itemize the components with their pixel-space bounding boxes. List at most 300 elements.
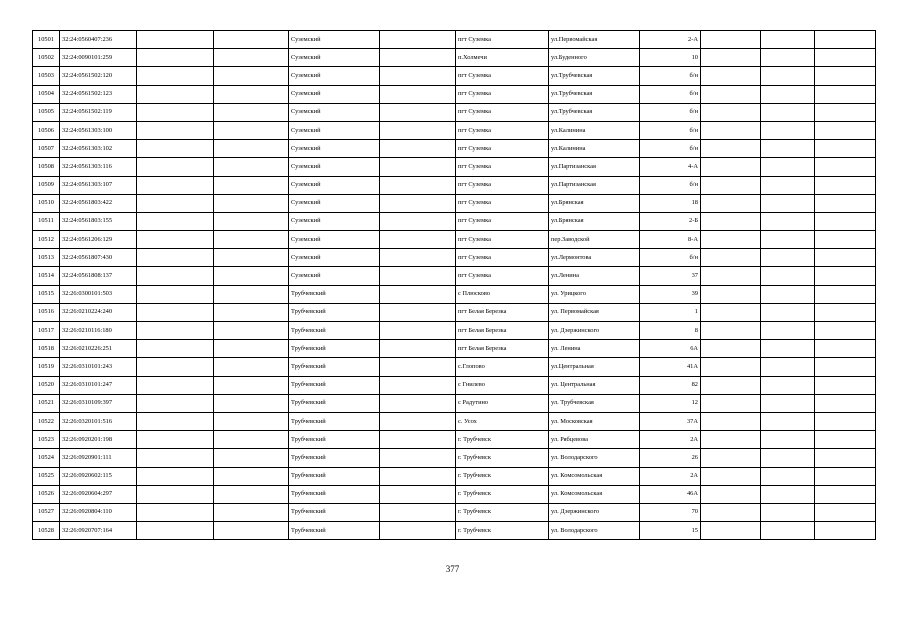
- district-cell: Суземский: [289, 212, 380, 230]
- blank-col-11-cell: [761, 212, 815, 230]
- settlement-cell: пгт Суземка: [456, 67, 549, 85]
- table-row: [33, 340, 876, 358]
- blank-col-12-cell: [815, 503, 876, 521]
- blank-col-11-cell: [761, 503, 815, 521]
- settlement-cell: с. Усох: [456, 412, 549, 430]
- blank-col-3-cell: [137, 340, 214, 358]
- street-cell: ул.Калинина: [549, 140, 640, 158]
- street-cell: ул.Брянская: [549, 212, 640, 230]
- blank-col-12-cell: [815, 194, 876, 212]
- blank-col-11-cell: [761, 31, 815, 49]
- street-cell: ул. Дзержинского: [549, 503, 640, 521]
- street-cell: ул. Комсомольская: [549, 485, 640, 503]
- cadastral-number-cell: 32:26:0310109:397: [60, 394, 137, 412]
- blank-col-3-cell: [137, 431, 214, 449]
- blank-col-4-cell: [214, 158, 289, 176]
- street-cell: ул.Брянская: [549, 194, 640, 212]
- blank-col-11-cell: [761, 340, 815, 358]
- blank-col-10-cell: [701, 285, 761, 303]
- row-number-cell: 10513: [33, 249, 60, 267]
- cadastral-number-cell: 32:24:0561303:116: [60, 158, 137, 176]
- blank-col-10-cell: [701, 249, 761, 267]
- settlement-cell: с.Глоповo: [456, 358, 549, 376]
- blank-col-4-cell: [214, 303, 289, 321]
- house-number-cell: 4-А: [640, 158, 701, 176]
- blank-col-3-cell: [137, 503, 214, 521]
- blank-col-10-cell: [701, 449, 761, 467]
- blank-col-11-cell: [761, 303, 815, 321]
- blank-col-4-cell: [214, 267, 289, 285]
- house-number-cell: б/н: [640, 140, 701, 158]
- cadastral-number-cell: 32:26:0920804:110: [60, 503, 137, 521]
- blank-col-6-cell: [380, 31, 456, 49]
- table-row: [33, 31, 876, 49]
- house-number-cell: 8: [640, 322, 701, 340]
- blank-col-6-cell: [380, 485, 456, 503]
- settlement-cell: г. Трубчевск: [456, 503, 549, 521]
- cadastral-number-cell: 32:24:0561502:123: [60, 85, 137, 103]
- row-number-cell: 10506: [33, 121, 60, 139]
- blank-col-4-cell: [214, 431, 289, 449]
- blank-col-4-cell: [214, 85, 289, 103]
- blank-col-3-cell: [137, 67, 214, 85]
- settlement-cell: г. Трубчевск: [456, 449, 549, 467]
- district-cell: Суземский: [289, 85, 380, 103]
- blank-col-6-cell: [380, 303, 456, 321]
- settlement-cell: пгт Суземка: [456, 158, 549, 176]
- blank-col-11-cell: [761, 322, 815, 340]
- blank-col-11-cell: [761, 103, 815, 121]
- table-row: [33, 431, 876, 449]
- street-cell: ул.Трубчевская: [549, 85, 640, 103]
- district-cell: Суземский: [289, 67, 380, 85]
- district-cell: Трубчевский: [289, 485, 380, 503]
- table-row: [33, 522, 876, 540]
- house-number-cell: 2-А: [640, 31, 701, 49]
- blank-col-12-cell: [815, 485, 876, 503]
- cadastral-number-cell: 32:24:0560407:236: [60, 31, 137, 49]
- cadastral-number-cell: 32:26:0210226:251: [60, 340, 137, 358]
- cadastral-number-cell: 32:26:0300101:503: [60, 285, 137, 303]
- settlement-cell: г. Трубчевск: [456, 485, 549, 503]
- street-cell: ул. Володарского: [549, 449, 640, 467]
- blank-col-4-cell: [214, 467, 289, 485]
- blank-col-4-cell: [214, 376, 289, 394]
- street-cell: ул. Рябцевова: [549, 431, 640, 449]
- blank-col-4-cell: [214, 485, 289, 503]
- blank-col-3-cell: [137, 31, 214, 49]
- row-number-cell: 10524: [33, 449, 60, 467]
- blank-col-6-cell: [380, 121, 456, 139]
- table-row: [33, 267, 876, 285]
- district-cell: Суземский: [289, 176, 380, 194]
- row-number-cell: 10503: [33, 67, 60, 85]
- cadastral-number-cell: 32:24:0561303:102: [60, 140, 137, 158]
- blank-col-10-cell: [701, 158, 761, 176]
- cadastral-number-cell: 32:26:0210224:240: [60, 303, 137, 321]
- blank-col-11-cell: [761, 249, 815, 267]
- table-row: [33, 467, 876, 485]
- cadastral-number-cell: 32:26:0320101:516: [60, 412, 137, 430]
- row-number-cell: 10526: [33, 485, 60, 503]
- blank-col-10-cell: [701, 103, 761, 121]
- cadastral-number-cell: 32:24:0561808:137: [60, 267, 137, 285]
- blank-col-10-cell: [701, 67, 761, 85]
- row-number-cell: 10516: [33, 303, 60, 321]
- table-row: [33, 322, 876, 340]
- blank-col-12-cell: [815, 467, 876, 485]
- street-cell: ул.Ленина: [549, 267, 640, 285]
- blank-col-10-cell: [701, 49, 761, 67]
- blank-col-4-cell: [214, 358, 289, 376]
- cadastral-number-cell: 32:26:0920901:111: [60, 449, 137, 467]
- district-cell: Трубчевский: [289, 285, 380, 303]
- row-number-cell: 10527: [33, 503, 60, 521]
- blank-col-10-cell: [701, 394, 761, 412]
- table-row: [33, 49, 876, 67]
- house-number-cell: 2А: [640, 431, 701, 449]
- blank-col-3-cell: [137, 303, 214, 321]
- blank-col-12-cell: [815, 285, 876, 303]
- table-row: [33, 231, 876, 249]
- blank-col-6-cell: [380, 194, 456, 212]
- district-cell: Трубчевский: [289, 303, 380, 321]
- blank-col-11-cell: [761, 231, 815, 249]
- street-cell: ул. Володарского: [549, 522, 640, 540]
- row-number-cell: 10508: [33, 158, 60, 176]
- settlement-cell: пгт Белая Березка: [456, 340, 549, 358]
- blank-col-6-cell: [380, 394, 456, 412]
- blank-col-3-cell: [137, 322, 214, 340]
- settlement-cell: пгт Белая Березка: [456, 322, 549, 340]
- settlement-cell: пгт Суземка: [456, 249, 549, 267]
- house-number-cell: б/н: [640, 176, 701, 194]
- table-row: [33, 485, 876, 503]
- cadastral-number-cell: 32:24:0561502:119: [60, 103, 137, 121]
- cadastral-number-cell: 32:26:0920602:115: [60, 467, 137, 485]
- street-cell: ул.Партизанская: [549, 176, 640, 194]
- house-number-cell: 8-А: [640, 231, 701, 249]
- settlement-cell: пгт Суземка: [456, 31, 549, 49]
- row-number-cell: 10501: [33, 31, 60, 49]
- house-number-cell: 41А: [640, 358, 701, 376]
- settlement-cell: пгт Белая Березка: [456, 303, 549, 321]
- district-cell: Суземский: [289, 249, 380, 267]
- district-cell: Трубчевский: [289, 376, 380, 394]
- row-number-cell: 10510: [33, 194, 60, 212]
- district-cell: Суземский: [289, 194, 380, 212]
- blank-col-4-cell: [214, 340, 289, 358]
- street-cell: ул. Дзержинского: [549, 322, 640, 340]
- house-number-cell: 82: [640, 376, 701, 394]
- blank-col-3-cell: [137, 176, 214, 194]
- blank-col-6-cell: [380, 340, 456, 358]
- blank-col-3-cell: [137, 212, 214, 230]
- cadastral-number-cell: 32:26:0310101:247: [60, 376, 137, 394]
- blank-col-11-cell: [761, 449, 815, 467]
- blank-col-3-cell: [137, 522, 214, 540]
- cadastral-number-cell: 32:24:0561206:129: [60, 231, 137, 249]
- district-cell: Трубчевский: [289, 412, 380, 430]
- settlement-cell: с Радутино: [456, 394, 549, 412]
- blank-col-4-cell: [214, 322, 289, 340]
- blank-col-10-cell: [701, 522, 761, 540]
- blank-col-6-cell: [380, 503, 456, 521]
- blank-col-11-cell: [761, 158, 815, 176]
- blank-col-4-cell: [214, 231, 289, 249]
- blank-col-4-cell: [214, 194, 289, 212]
- blank-col-12-cell: [815, 358, 876, 376]
- row-number-cell: 10522: [33, 412, 60, 430]
- row-number-cell: 10504: [33, 85, 60, 103]
- blank-col-10-cell: [701, 485, 761, 503]
- blank-col-6-cell: [380, 176, 456, 194]
- settlement-cell: пгт Суземка: [456, 140, 549, 158]
- blank-col-6-cell: [380, 522, 456, 540]
- district-cell: Суземский: [289, 140, 380, 158]
- blank-col-10-cell: [701, 85, 761, 103]
- blank-col-6-cell: [380, 322, 456, 340]
- row-number-cell: 10517: [33, 322, 60, 340]
- blank-col-12-cell: [815, 431, 876, 449]
- district-cell: Трубчевский: [289, 394, 380, 412]
- cadastral-number-cell: 32:24:0561502:120: [60, 67, 137, 85]
- blank-col-3-cell: [137, 140, 214, 158]
- house-number-cell: 12: [640, 394, 701, 412]
- row-number-cell: 10520: [33, 376, 60, 394]
- blank-col-3-cell: [137, 85, 214, 103]
- blank-col-11-cell: [761, 285, 815, 303]
- blank-col-11-cell: [761, 485, 815, 503]
- blank-col-6-cell: [380, 231, 456, 249]
- table-row: [33, 376, 876, 394]
- settlement-cell: с Гнилево: [456, 376, 549, 394]
- row-number-cell: 10507: [33, 140, 60, 158]
- blank-col-6-cell: [380, 103, 456, 121]
- settlement-cell: пгт Суземка: [456, 212, 549, 230]
- blank-col-10-cell: [701, 176, 761, 194]
- cadastral-number-cell: 32:26:0310101:243: [60, 358, 137, 376]
- blank-col-3-cell: [137, 412, 214, 430]
- blank-col-6-cell: [380, 449, 456, 467]
- house-number-cell: б/н: [640, 121, 701, 139]
- blank-col-3-cell: [137, 49, 214, 67]
- street-cell: ул.Трубчевская: [549, 67, 640, 85]
- street-cell: ул. Урицкого: [549, 285, 640, 303]
- blank-col-4-cell: [214, 103, 289, 121]
- blank-col-12-cell: [815, 103, 876, 121]
- registry-table: [32, 30, 876, 540]
- blank-col-6-cell: [380, 212, 456, 230]
- table-row: [33, 212, 876, 230]
- district-cell: Суземский: [289, 158, 380, 176]
- table-row: [33, 67, 876, 85]
- table-row: [33, 358, 876, 376]
- row-number-cell: 10512: [33, 231, 60, 249]
- blank-col-6-cell: [380, 467, 456, 485]
- cadastral-number-cell: 32:24:0561303:107: [60, 176, 137, 194]
- house-number-cell: б/н: [640, 67, 701, 85]
- district-cell: Суземский: [289, 231, 380, 249]
- blank-col-12-cell: [815, 267, 876, 285]
- blank-col-11-cell: [761, 267, 815, 285]
- blank-col-3-cell: [137, 249, 214, 267]
- blank-col-11-cell: [761, 394, 815, 412]
- cadastral-number-cell: 32:24:0090101:259: [60, 49, 137, 67]
- district-cell: Трубчевский: [289, 467, 380, 485]
- blank-col-10-cell: [701, 212, 761, 230]
- settlement-cell: г. Трубчевск: [456, 431, 549, 449]
- table-row: [33, 394, 876, 412]
- house-number-cell: 1: [640, 303, 701, 321]
- blank-col-10-cell: [701, 31, 761, 49]
- blank-col-10-cell: [701, 376, 761, 394]
- table-row: [33, 85, 876, 103]
- street-cell: ул.Буденного: [549, 49, 640, 67]
- district-cell: Трубчевский: [289, 449, 380, 467]
- house-number-cell: 26: [640, 449, 701, 467]
- blank-col-10-cell: [701, 358, 761, 376]
- street-cell: пер.Заводской: [549, 231, 640, 249]
- blank-col-3-cell: [137, 194, 214, 212]
- settlement-cell: пгт Суземка: [456, 103, 549, 121]
- blank-col-12-cell: [815, 49, 876, 67]
- house-number-cell: 6А: [640, 340, 701, 358]
- blank-col-6-cell: [380, 431, 456, 449]
- cadastral-number-cell: 32:26:0210116:180: [60, 322, 137, 340]
- blank-col-11-cell: [761, 467, 815, 485]
- cadastral-number-cell: 32:26:0920707:164: [60, 522, 137, 540]
- row-number-cell: 10525: [33, 467, 60, 485]
- blank-col-12-cell: [815, 85, 876, 103]
- cadastral-number-cell: 32:24:0561303:100: [60, 121, 137, 139]
- row-number-cell: 10523: [33, 431, 60, 449]
- cadastral-number-cell: 32:26:0920201:198: [60, 431, 137, 449]
- blank-col-4-cell: [214, 31, 289, 49]
- street-cell: ул. Московская: [549, 412, 640, 430]
- house-number-cell: 15: [640, 522, 701, 540]
- blank-col-12-cell: [815, 67, 876, 85]
- blank-col-4-cell: [214, 121, 289, 139]
- street-cell: ул. Центральная: [549, 376, 640, 394]
- house-number-cell: 37А: [640, 412, 701, 430]
- house-number-cell: 37: [640, 267, 701, 285]
- blank-col-4-cell: [214, 49, 289, 67]
- table-row: [33, 158, 876, 176]
- blank-col-11-cell: [761, 358, 815, 376]
- blank-col-12-cell: [815, 212, 876, 230]
- district-cell: Суземский: [289, 267, 380, 285]
- row-number-cell: 10521: [33, 394, 60, 412]
- blank-col-12-cell: [815, 249, 876, 267]
- blank-col-11-cell: [761, 67, 815, 85]
- blank-col-3-cell: [137, 285, 214, 303]
- blank-col-12-cell: [815, 140, 876, 158]
- blank-col-6-cell: [380, 358, 456, 376]
- blank-col-11-cell: [761, 121, 815, 139]
- blank-col-3-cell: [137, 394, 214, 412]
- blank-col-11-cell: [761, 522, 815, 540]
- blank-col-6-cell: [380, 49, 456, 67]
- street-cell: ул. Ленина: [549, 340, 640, 358]
- table-row: [33, 140, 876, 158]
- blank-col-4-cell: [214, 176, 289, 194]
- house-number-cell: 39: [640, 285, 701, 303]
- table-row: [33, 412, 876, 430]
- settlement-cell: п.Холмечи: [456, 49, 549, 67]
- blank-col-3-cell: [137, 467, 214, 485]
- blank-col-12-cell: [815, 322, 876, 340]
- blank-col-4-cell: [214, 412, 289, 430]
- blank-col-3-cell: [137, 231, 214, 249]
- blank-col-3-cell: [137, 485, 214, 503]
- blank-col-4-cell: [214, 212, 289, 230]
- blank-col-11-cell: [761, 412, 815, 430]
- blank-col-12-cell: [815, 121, 876, 139]
- table-row: [33, 503, 876, 521]
- blank-col-3-cell: [137, 121, 214, 139]
- settlement-cell: пгт Суземка: [456, 176, 549, 194]
- blank-col-6-cell: [380, 140, 456, 158]
- row-number-cell: 10502: [33, 49, 60, 67]
- table-row: [33, 449, 876, 467]
- street-cell: ул.Лермонтова: [549, 249, 640, 267]
- district-cell: Трубчевский: [289, 431, 380, 449]
- district-cell: Трубчевский: [289, 522, 380, 540]
- settlement-cell: пгт Суземка: [456, 194, 549, 212]
- blank-col-11-cell: [761, 376, 815, 394]
- blank-col-10-cell: [701, 340, 761, 358]
- house-number-cell: 2А: [640, 467, 701, 485]
- blank-col-11-cell: [761, 194, 815, 212]
- house-number-cell: 46А: [640, 485, 701, 503]
- blank-col-4-cell: [214, 449, 289, 467]
- blank-col-4-cell: [214, 503, 289, 521]
- blank-col-10-cell: [701, 431, 761, 449]
- blank-col-11-cell: [761, 176, 815, 194]
- blank-col-6-cell: [380, 285, 456, 303]
- street-cell: ул.Партизанская: [549, 158, 640, 176]
- row-number-cell: 10519: [33, 358, 60, 376]
- row-number-cell: 10505: [33, 103, 60, 121]
- blank-col-12-cell: [815, 303, 876, 321]
- blank-col-10-cell: [701, 412, 761, 430]
- row-number-cell: 10518: [33, 340, 60, 358]
- blank-col-6-cell: [380, 412, 456, 430]
- blank-col-12-cell: [815, 522, 876, 540]
- district-cell: Трубчевский: [289, 358, 380, 376]
- row-number-cell: 10509: [33, 176, 60, 194]
- house-number-cell: б/н: [640, 103, 701, 121]
- street-cell: ул. Первомайская: [549, 303, 640, 321]
- district-cell: Суземский: [289, 121, 380, 139]
- cadastral-number-cell: 32:24:0561803:422: [60, 194, 137, 212]
- row-number-cell: 10515: [33, 285, 60, 303]
- blank-col-12-cell: [815, 231, 876, 249]
- settlement-cell: пгт Суземка: [456, 267, 549, 285]
- row-number-cell: 10528: [33, 522, 60, 540]
- blank-col-10-cell: [701, 121, 761, 139]
- blank-col-12-cell: [815, 158, 876, 176]
- blank-col-6-cell: [380, 249, 456, 267]
- settlement-cell: г. Трубчевск: [456, 522, 549, 540]
- blank-col-12-cell: [815, 376, 876, 394]
- page-number: 377: [445, 564, 460, 574]
- settlement-cell: с Плюсково: [456, 285, 549, 303]
- table-row: [33, 103, 876, 121]
- blank-col-10-cell: [701, 467, 761, 485]
- blank-col-12-cell: [815, 340, 876, 358]
